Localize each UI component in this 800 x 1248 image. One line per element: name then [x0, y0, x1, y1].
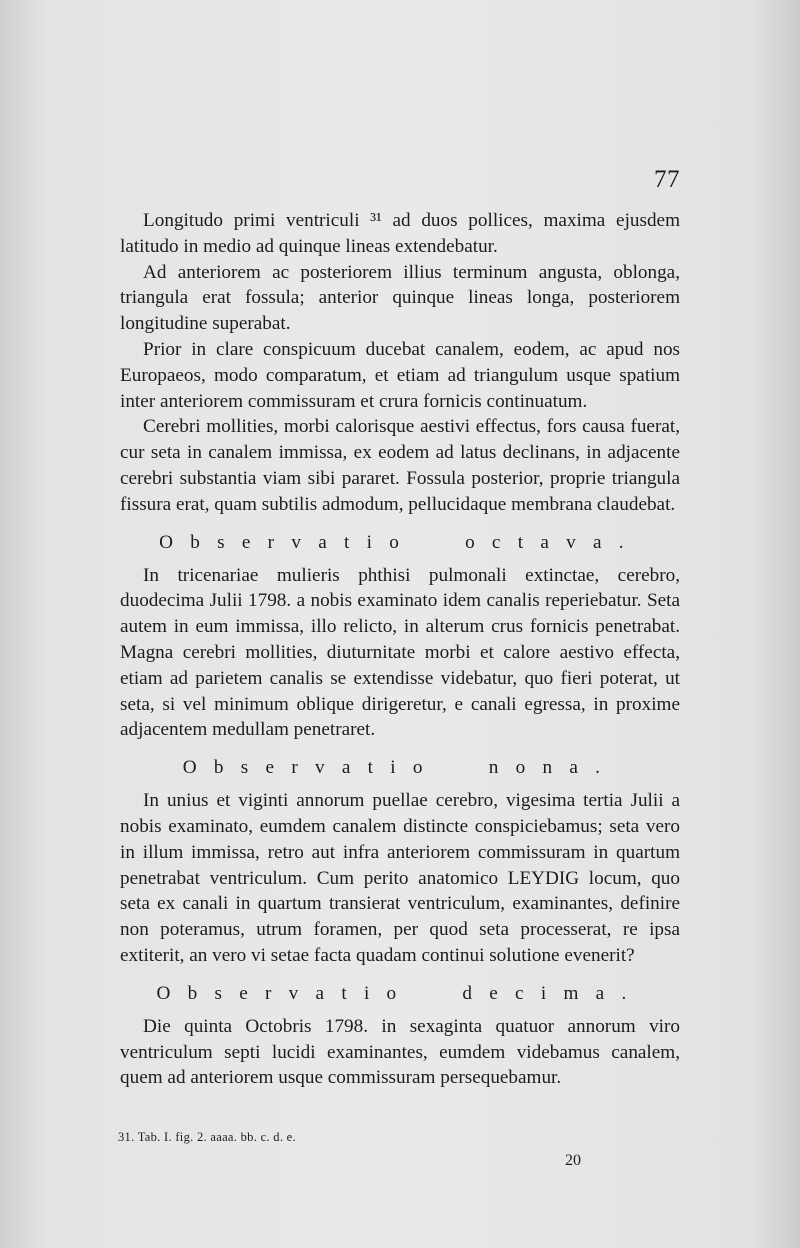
section-heading: [120, 755, 680, 781]
paragraph: In unius et viginti annorum puellae cerebro, vigesima tertia Julii a nobis examinato, eumdem canalem distincte conspiciebamus; seta vero in illum immissa, retro aut infra anteriorem commissuram in quartum penetrabat ventriculum. Cum perito anatomico LEYDIG locum, quo seta ex canali in quartum transierat ventriculum, examinantes, definire non poteramus, utrum foramen, per quod seta processerat, re ipsa extiterit, an vero vi setae facta quadam continui solutione evenerit?: [120, 790, 680, 966]
section-heading: [120, 530, 680, 556]
paragraph: In tricenariae mulieris phthisi pulmonali extinctae, cerebro, duodecima Julii 1798. a nobis examinato idem canalis reperiebatur. Seta autem in eum immissa, illo relicto, in alterum crus fornicis penetrabat. Magna cerebri mollities, diuturnitate morbi et calore aestivo effecta, etiam ad parietem canalis se extendisse videbatur, quo fieri poterat, ut seta, si vel minimum oblique dirigeretur, e canali egressa, in proxime adjacentem medullam penetraret.: [120, 564, 680, 741]
paragraph: Die quinta Octobris 1798. in sexaginta quatuor annorum viro ventriculum septi lucidi examinantes, eumdem videbamus canalem, quem ad anteriorem usque commissuram persequebamur.: [120, 1015, 680, 1089]
paragraph: Prior in clare conspicuum ducebat canalem, eodem, ac apud nos Europaeos, modo comparatum, et etiam ad triangulum usque spatium inter anteriorem commissuram et crura fornicis continuatum.: [120, 338, 680, 412]
body-text: [120, 208, 680, 1091]
paragraph: Cerebri mollities, morbi calorisque aestivi effectus, fors causa fuerat, cur seta in canalem immissa, ex eodem ad latus declinans, in adjacente cerebri substantia viam sibi pararet. Fossula posterior, proprie triangula fissura erat, quam subtilis admodum, pellucidaque membrana claudebat.: [120, 416, 680, 515]
heading-word: octava.: [465, 531, 641, 553]
heading-word: Observatio: [182, 757, 440, 779]
heading-word: Observatio: [159, 531, 417, 553]
page-number: 77: [654, 166, 680, 193]
paragraph: Ad anteriorem ac posteriorem illius terminum angusta, oblonga, triangula erat fossula; anterior quinque lineas longa, posteriorem longitudine superabat.: [120, 261, 680, 335]
section-heading: [120, 981, 680, 1007]
heading-word: decima.: [462, 982, 644, 1004]
signature-mark: 20: [565, 1152, 581, 1169]
paragraph: Longitudo primi ventriculi ³¹ ad duos pollices, maxima ejusdem latitudo in medio ad quinque lineas extendebatur.: [120, 210, 680, 257]
heading-word: Observatio: [156, 982, 414, 1004]
heading-word: nona.: [488, 757, 618, 779]
footnote: 31. Tab. I. fig. 2. aaaa. bb. c. d. e.: [118, 1130, 296, 1144]
